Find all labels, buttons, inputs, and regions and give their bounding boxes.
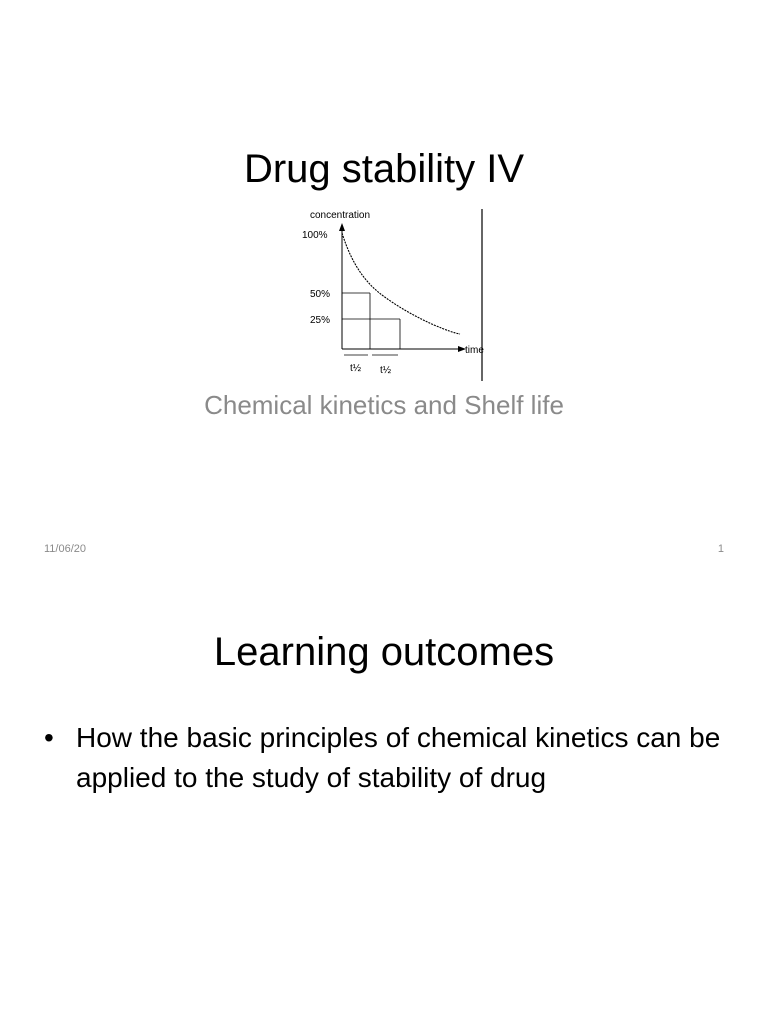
slide-title: Learning outcomes — [213, 630, 555, 674]
decay-curve-figure — [300, 205, 492, 383]
slide-subtitle: Chemical kinetics and Shelf life — [204, 390, 564, 420]
x-tick-half-life-2: t½ — [380, 365, 392, 376]
slide-2 — [0, 576, 768, 1024]
y-axis-label: concentration — [310, 210, 371, 221]
y-tick-100: 100% — [302, 230, 328, 241]
bullet-text: How the basic principles of chemical kinetics can be applied to the study of stability of drug — [76, 722, 721, 793]
y-tick-25: 25% — [310, 315, 331, 326]
y-axis-arrow — [339, 223, 345, 231]
bullet-item — [42, 718, 732, 798]
bullet-list — [42, 718, 732, 798]
y-tick-50: 50% — [310, 289, 331, 300]
slide-date: 11/06/20 — [44, 543, 87, 555]
bullet-icon: • — [44, 722, 54, 753]
x-tick-half-life-1: t½ — [350, 363, 362, 374]
slide-title: Drug stability IV — [243, 147, 525, 191]
x-axis-label: time — [465, 345, 484, 356]
slide-page-number: 1 — [717, 543, 724, 555]
